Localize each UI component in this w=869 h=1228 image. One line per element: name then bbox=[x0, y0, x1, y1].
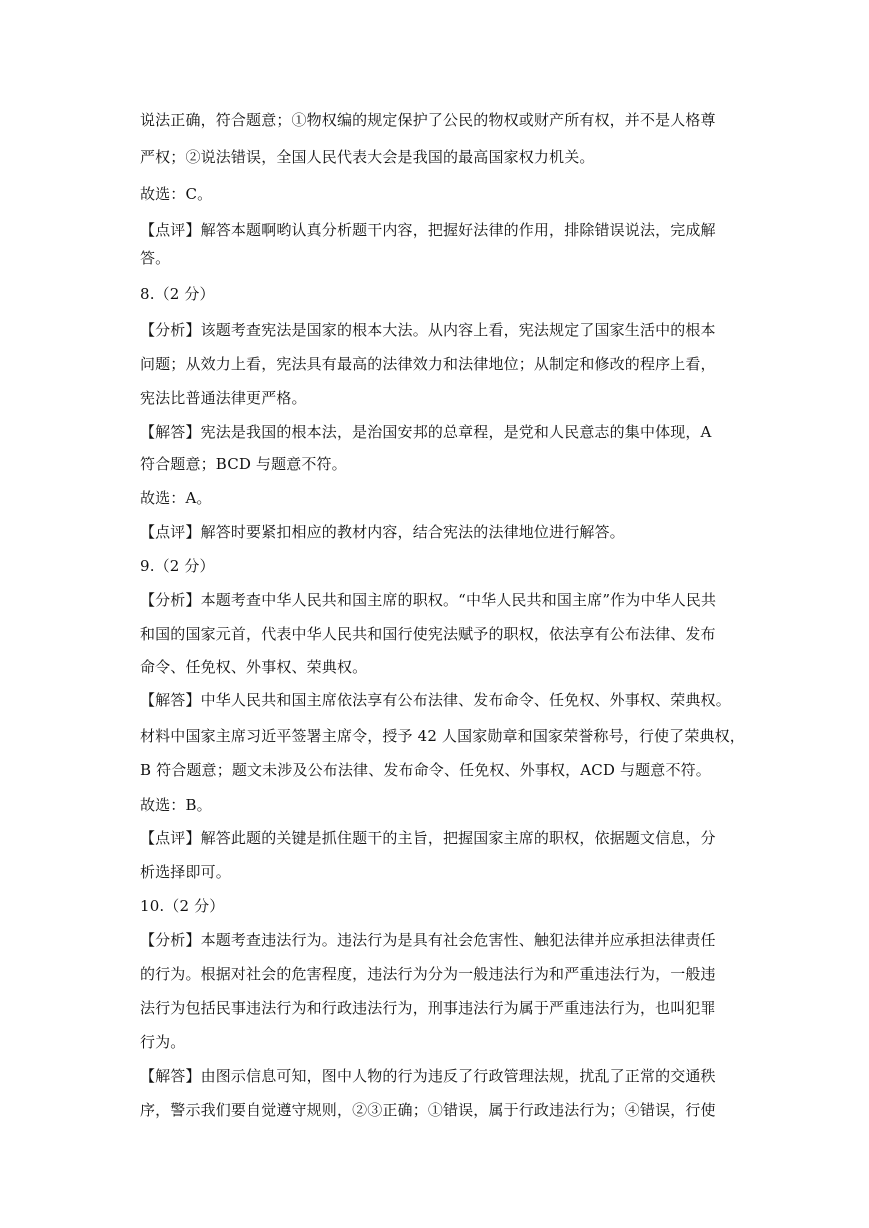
text-line: 说法正确，符合题意；①物权编的规定保护了公民的物权或财产所有权，并不是人格尊 bbox=[140, 111, 716, 129]
text-line: 【解答】中华人民共和国主席依法享有公布法律、发布命令、任免权、外事权、荣典权。 bbox=[140, 691, 731, 709]
text-line: 行为。 bbox=[140, 1033, 186, 1051]
text-line: 【点评】解答本题啊哟认真分析题干内容，把握好法律的作用，排除错误说法，完成解 bbox=[140, 221, 716, 239]
text-line: 【分析】本题考查违法行为。违法行为是具有社会危害性、触犯法律并应承担法律责任 bbox=[140, 931, 716, 949]
text-line: 严权；②说法错误，全国人民代表大会是我国的最高国家权力机关。 bbox=[140, 148, 595, 166]
text-line: 的行为。根据对社会的危害程度，违法行为分为一般违法行为和严重违法行为，一般违 bbox=[140, 965, 716, 983]
text-line: 和国的国家元首，代表中华人民共和国行使宪法赋予的职权，依法享有公布法律、发布 bbox=[140, 625, 716, 643]
text-line: 答。 bbox=[140, 249, 171, 267]
text-line: 问题；从效力上看，宪法具有最高的法律效力和法律地位；从制定和修改的程序上看， bbox=[140, 355, 716, 373]
question-number: 8.（2 分） bbox=[140, 285, 215, 303]
text-line: 故选：C。 bbox=[140, 185, 213, 203]
question-number: 9.（2 分） bbox=[140, 557, 215, 575]
text-line: 【点评】解答此题的关键是抓住题干的主旨，把握国家主席的职权，依据题文信息，分 bbox=[140, 829, 716, 847]
text-line: 【点评】解答时要紧扣相应的教材内容，结合宪法的法律地位进行解答。 bbox=[140, 523, 625, 541]
text-line: 析选择即可。 bbox=[140, 863, 231, 881]
text-line: 法行为包括民事违法行为和行政违法行为，刑事违法行为属于严重违法行为，也叫犯罪 bbox=[140, 999, 716, 1017]
text-line: 符合题意；BCD 与题意不符。 bbox=[140, 455, 347, 473]
text-line: 故选：B。 bbox=[140, 796, 212, 814]
text-line: 命令、任免权、外事权、荣典权。 bbox=[140, 658, 368, 676]
text-line: 材料中国家主席习近平签署主席令，授予 42 人国家勋章和国家荣誉称号，行使了荣典权， bbox=[140, 727, 745, 745]
text-line: 【分析】本题考查中华人民共和国主席的职权。“中华人民共和国主席”作为中华人民共 bbox=[140, 591, 717, 609]
text-line: 【解答】宪法是我国的根本法，是治国安邦的总章程，是党和人民意志的集中体现，A bbox=[140, 423, 712, 441]
text-line: B 符合题意；题文未涉及公布法律、发布命令、任免权、外事权，ACD 与题意不符。 bbox=[140, 761, 711, 779]
text-line: 【分析】该题考查宪法是国家的根本大法。从内容上看，宪法规定了国家生活中的根本 bbox=[140, 321, 716, 339]
question-number: 10.（2 分） bbox=[140, 897, 225, 915]
text-line: 【解答】由图示信息可知，图中人物的行为违反了行政管理法规，扰乱了正常的交通秩 bbox=[140, 1067, 716, 1085]
text-line: 序，警示我们要自觉遵守规则，②③正确；①错误，属于行政违法行为；④错误，行使 bbox=[140, 1101, 716, 1119]
text-line: 故选：A。 bbox=[140, 489, 212, 507]
text-line: 宪法比普通法律更严格。 bbox=[140, 389, 307, 407]
